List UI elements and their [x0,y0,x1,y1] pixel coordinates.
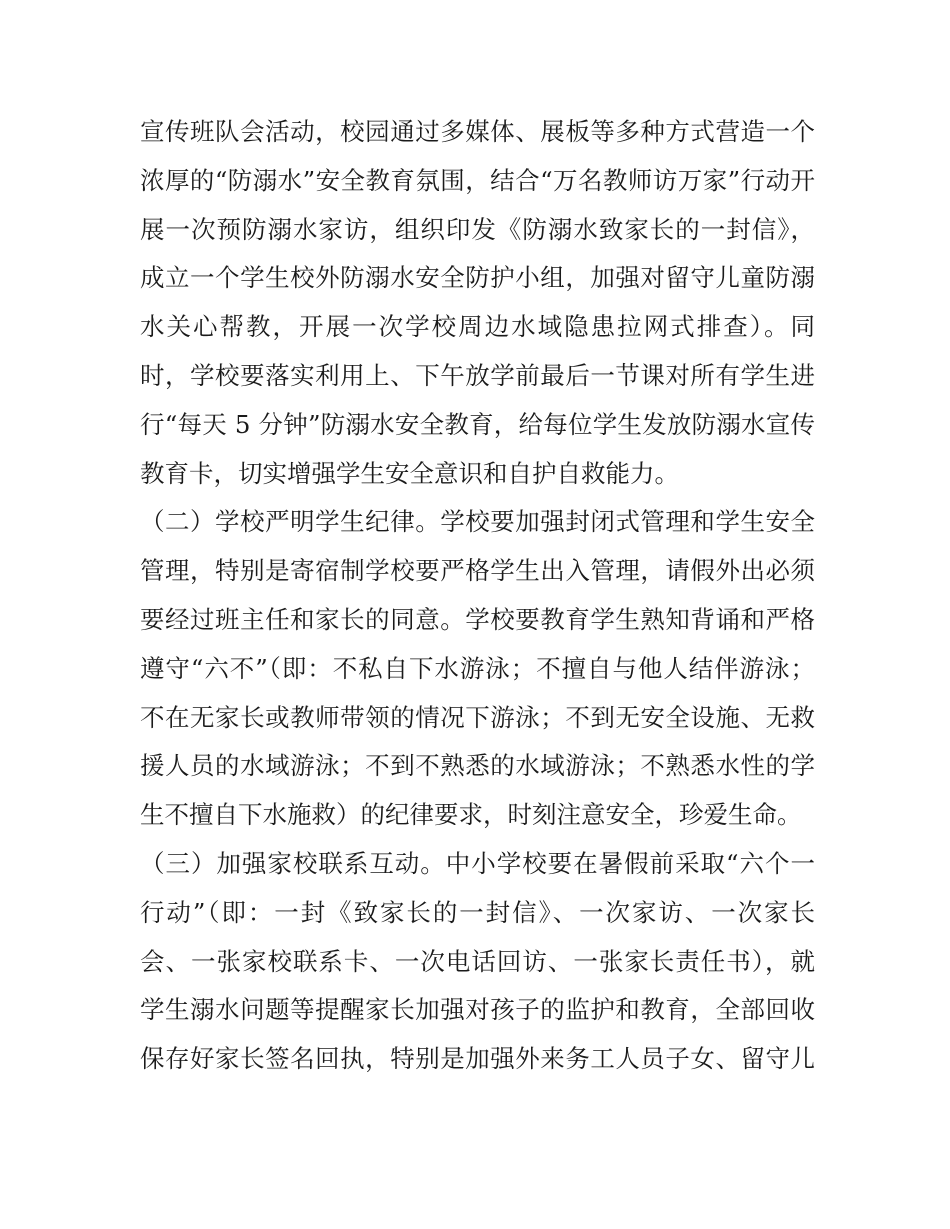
text-line: 水关心帮教，开展一次学校周边水域隐患拉网式排查）。同 [140,312,815,342]
text-line: 行“每天 5 分钟”防溺水安全教育，给每位学生发放防溺水宣传 [140,409,815,439]
text-line: 行动”（即：一封《致家长的一封信》、一次家访、一次家长 [140,897,815,927]
text-line: 教育卡，切实增强学生安全意识和自护自救能力。 [140,458,679,488]
text-line: 保存好家长签名回执，特别是加强外来务工人员子女、留守儿 [140,1044,815,1074]
text-line: 展一次预防溺水家访，组织印发《防溺水致家长的一封信》， [140,214,815,244]
text-line: （三）加强家校联系互动。中小学校要在暑假前采取“六个一 [140,848,815,878]
text-line: 生不擅自下水施救）的纪律要求，时刻注意安全，珍爱生命。 [140,800,802,830]
text-line: 遵守“六不”（即：不私自下水游泳；不擅自与他人结伴游泳； [140,653,815,683]
text-line: 学生溺水问题等提醒家长加强对孩子的监护和教育，全部回收 [140,995,815,1025]
text-line: 要经过班主任和家长的同意。学校要教育学生熟知背诵和严格 [140,604,815,634]
text-line: 浓厚的“防溺水”安全教育氛围，结合“万名教师访万家”行动开 [140,165,815,195]
body-text [140,108,815,1084]
text-line: 会、一张家校联系卡、一次电话回访、一张家长责任书），就 [140,946,815,976]
text-line: 宣传班队会活动，校园通过多媒体、展板等多种方式营造一个 [140,117,815,146]
text-line: （二）学校严明学生纪律。学校要加强封闭式管理和学生安全 [140,507,815,537]
text-line: 援人员的水域游泳；不到不熟悉的水域游泳；不熟悉水性的学 [140,751,815,781]
text-line: 时，学校要落实利用上、下午放学前最后一节课对所有学生进 [140,360,815,390]
text-line: 成立一个学生校外防溺水安全防护小组，加强对留守儿童防溺 [140,263,815,293]
text-line: 不在无家长或教师带领的情况下游泳；不到无安全设施、无救 [140,702,815,732]
text-line: 管理，特别是寄宿制学校要严格学生出入管理，请假外出必须 [140,556,815,586]
